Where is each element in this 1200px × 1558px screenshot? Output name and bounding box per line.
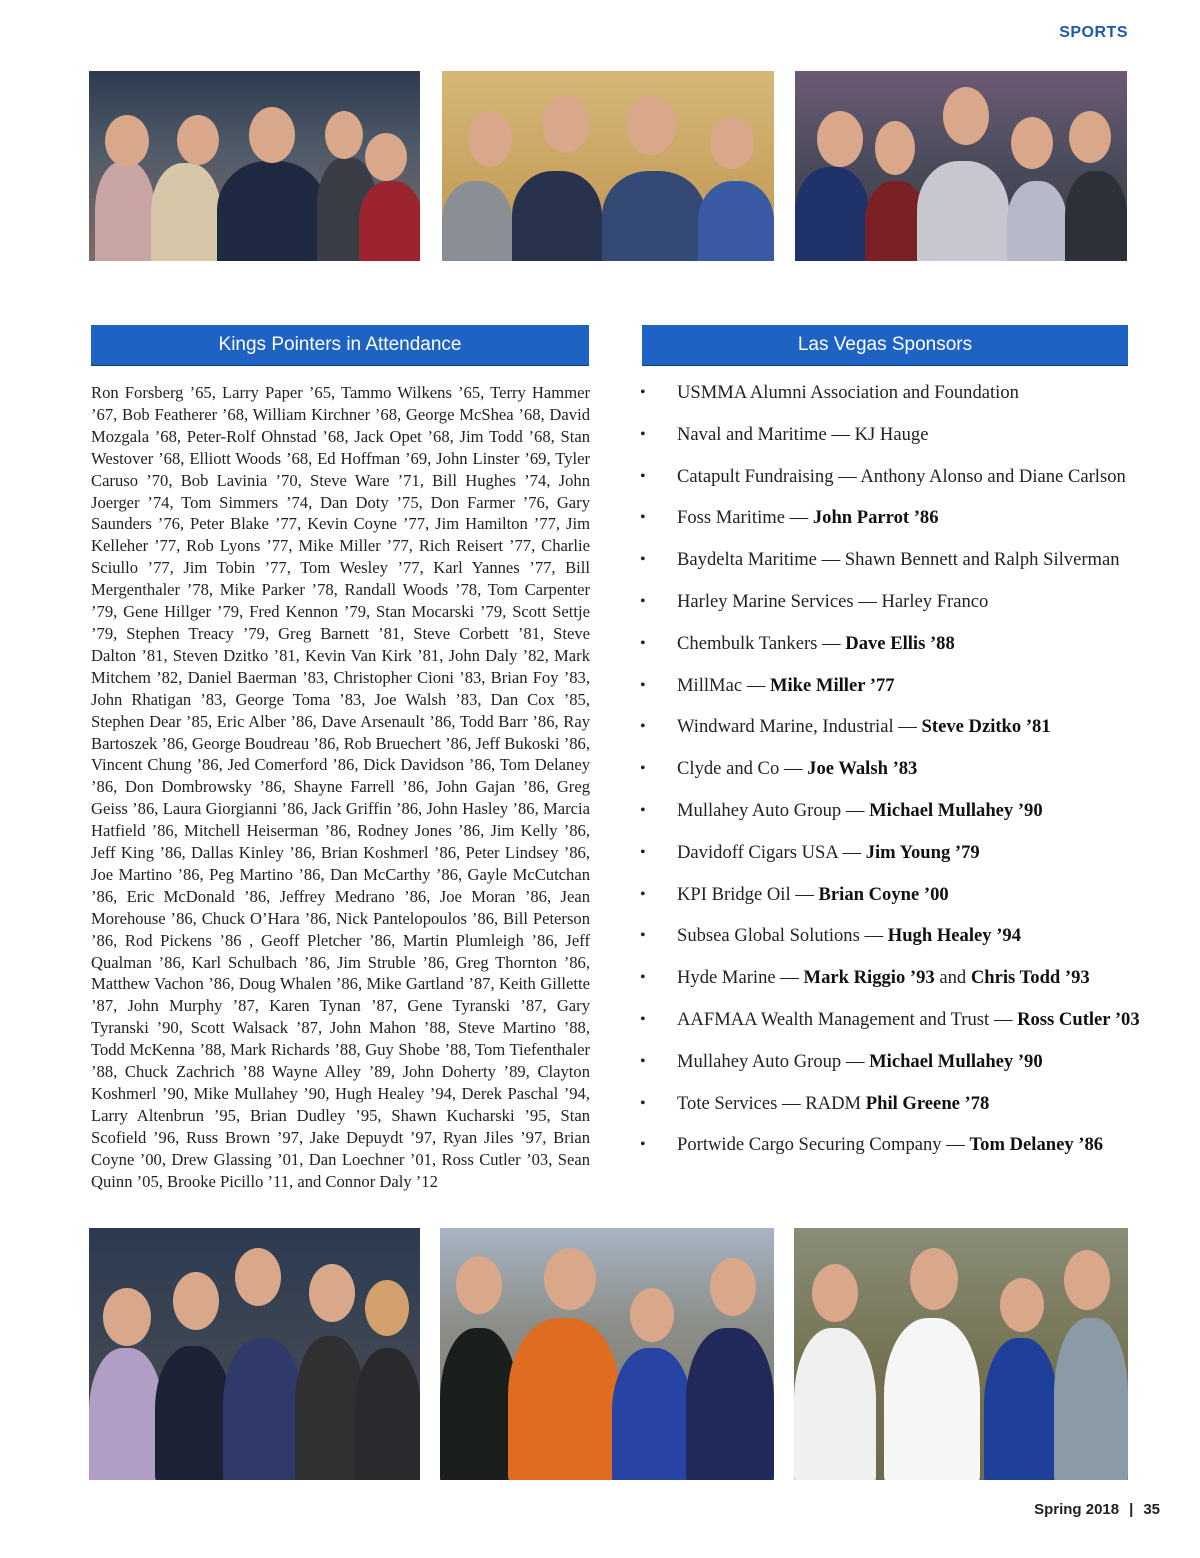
bullet-icon: • — [640, 384, 646, 401]
sponsor-item — [640, 712, 1140, 754]
sponsor-contact: Chris Todd ’93 — [970, 967, 1090, 989]
photo-event-group-2 — [795, 71, 1127, 261]
attendee-list: Ron Forsberg ’65, Larry Paper ’65, Tammo Wilkens ’65, Terry Hammer ’67, Bob Featherer ’68, William Kirchner ’68, George McShea ’68, David Mozgala ’68, Peter-Rolf Ohnstad ’68, Jack Opet ’68, Jim Todd ’68, Stan Westover ’68, Elliott Woods ’68, Ed Hoffman ’69, John Linster ’69, Tyler Caruso ’70, Bob Lavinia ’70, Steve Ware ’71, Bill Hughes ’74, John Joerger ’74, Tom Simmers ’74, Dan Doty ’75, Don Farmer ’76, Gary Saunders ’76, Peter Blake ’77, Kevin Coyne ’77, Jim Hamilton ’77, Jim Kelleher ’77, Rob Lyons ’77, Mike Miller ’77, Rich Reisert ’77, Charlie Sciullo ’77, Jim Tobin ’77, Tom Wesley ’77, Karl Yannes ’77, Bill Mergenthaler ’78, Mike Parker ’78, Randall Woods ’78, Tom Carpenter ’79, Gene Hillger ’79, Fred Kennon ’79, Stan Mocarski ’79, Scott Settje ’79, Stephen Treacy ’79, Greg Barnett ’81, Steve Corbett ’81, Steve Dalton ’81, Steven Dzitko ’81, Kevin Van Kirk ’81, John Daly ’82, Mark Mitchem ’82, Daniel Baerman ’83, Christopher Cioni ’83, Brian Foy ’83, John Rhatigan ’83, George Toma ’83, Joe Walsh ’83, Dan Cox ’85, Stephen Dear ’85, Eric Alber ’86, Dave Arsenault ’86, Todd Barr ’86, Ray Bartoszek ’86, George Boudreau ’86, Rob Bruechert ’86, Jeff Bukoski ’86, Vincent Chung ’86, Jed Comerford ’86, Dick Davidson ’86, Tom Delaney ’86, Don Dombrowsky ’86, Shayne Farrell ’86, John Gajan ’86, Greg Geiss ’86, Laura Giorgianni ’86, Jack Griffin ’86, John Hasley ’86, Marcia Hatfield ’86, Mitchell Heiserman ’86, Rodney Jones ’86, Jim Kelly ’86, Jeff King ’86, Dallas Kinley ’86, Brian Koshmerl ’86, Peter Lindsey ’86, Joe Martino ’86, Peg Martino ’86, Dan McCarthy ’86, Gayle McCutchan ’86, Eric McDonald ’86, Jeffrey Medrano ’86, Joe Moran ’86, Jean Morehouse ’86, Chuck O’Hara ’86, Nick Pantelopoulos ’86, Bill Peterson ’86, Rod Pickens ’86 , Geoff Pletcher ’86, Martin Plumleigh ’86, Jeff Qualman ’86, Karl Schulbach ’86, Jim Struble ’86, Greg Thornton ’86, Matthew Vachon ’86, Doug Whalen ’86, Mike Gartland ’87, Keith Gillette ’87, John Murphy ’87, Karen Tynan ’87, Gene Tyranski ’87, Gary Tyranski ’90, Scott Walsack ’87, John Mahon ’88, Steve Martino ’88, Todd McKenna ’88, Mark Richards ’88, Guy Shobe ’88, Tom Tiefenthaler ’88, Chuck Zachrich ’88 Wayne Alley ’89, John Doherty ’89, Clayton Koshmerl ’90, Mike Mullahey ’90, Hugh Healey ’94, Derek Paschal ’94, Larry Altenbrun ’95, Brian Dudley ’95, Shawn Kucharski ’95, Stan Scofield ’96, Russ Brown ’97, Jake Depuydt ’97, Ryan Jiles ’97, Brian Coyne ’00, Drew Glassing ’01, Dan Loechner ’01, Ross Cutler ’03, Sean Quinn ’05, Brooke Picillo ’11, and Connor Daly ’12 — [91, 383, 590, 1191]
issue-label: Spring 2018 — [1034, 1501, 1120, 1518]
footer-separator: | — [1129, 1501, 1134, 1518]
sponsor-company: Catapult Fundraising — Anthony Alonso and Diane Carlson — [677, 465, 1126, 487]
sponsor-contact: Hugh Healey ’94 — [887, 925, 1021, 947]
bullet-icon: • — [640, 760, 646, 778]
sponsor-company: Mullahey Auto Group — — [677, 1050, 870, 1072]
sponsor-item — [640, 629, 1140, 671]
sponsor-company: Harley Marine Services — Harley Franco — [677, 590, 989, 612]
bullet-icon: • — [640, 969, 646, 987]
sponsor-company: Portwide Cargo Securing Company — — [677, 1134, 970, 1156]
sponsor-contact: Jim Young ’79 — [865, 841, 980, 863]
sponsor-item — [640, 462, 1140, 504]
sponsor-item — [640, 587, 1140, 629]
section-label: SPORTS — [1059, 24, 1128, 41]
sponsor-item — [640, 378, 1140, 420]
photo-golf-group-2 — [440, 1228, 774, 1480]
sponsor-item — [640, 838, 1140, 880]
sponsor-contact: Brian Coyne ’00 — [818, 883, 949, 905]
sponsor-contact: Steve Dzitko ’81 — [921, 716, 1051, 738]
bullet-icon: • — [640, 1052, 646, 1070]
bullet-icon: • — [640, 843, 646, 861]
bullet-icon: • — [640, 801, 646, 819]
photo-event-group-3 — [89, 1228, 420, 1480]
page-number: 35 — [1143, 1501, 1160, 1518]
bullet-icon: • — [640, 551, 646, 569]
bullet-icon: • — [640, 592, 646, 610]
sponsor-company: KPI Bridge Oil — — [677, 883, 819, 905]
sponsor-contact: Michael Mullahey ’90 — [869, 1050, 1043, 1072]
sponsor-company: Hyde Marine — — [677, 967, 804, 989]
sponsor-company: USMMA Alumni Association and Foundation — [677, 382, 1019, 403]
sponsor-contact: Joe Walsh ’83 — [807, 758, 918, 780]
bullet-icon: • — [640, 1136, 646, 1154]
sponsor-item — [640, 1089, 1140, 1131]
sponsor-contact: Phil Greene ’78 — [865, 1092, 990, 1114]
sponsor-contact: John Parrot ’86 — [812, 507, 939, 529]
page-footer — [1034, 1501, 1160, 1518]
bullet-icon: • — [640, 676, 646, 694]
sponsor-item — [640, 1005, 1140, 1047]
sponsor-list — [640, 378, 1140, 1172]
bullet-icon: • — [640, 718, 646, 736]
sponsor-item — [640, 754, 1140, 796]
sponsor-company: Subsea Global Solutions — — [677, 925, 888, 947]
sponsor-company: Naval and Maritime — KJ Hauge — [677, 423, 929, 445]
sponsor-company: AAFMAA Wealth Management and Trust — — [677, 1008, 1018, 1030]
bullet-icon: • — [640, 467, 646, 485]
sponsor-item — [640, 545, 1140, 587]
sponsor-company: Clyde and Co — — [677, 758, 808, 780]
sponsor-company: Chembulk Tankers — — [677, 632, 846, 654]
sponsor-contact: Mark Riggio ’93 — [803, 967, 935, 989]
sponsor-item — [640, 921, 1140, 963]
sponsor-item — [640, 503, 1140, 545]
sponsor-company: Davidoff Cigars USA — — [677, 841, 866, 863]
bullet-icon: • — [640, 885, 646, 903]
sponsor-company: Mullahey Auto Group — — [677, 799, 870, 821]
sponsor-item — [640, 880, 1140, 922]
sponsor-company: Tote Services — RADM — [677, 1092, 866, 1114]
sponsor-contact: Michael Mullahey ’90 — [869, 799, 1043, 821]
sponsor-company: Windward Marine, Industrial — — [677, 716, 922, 738]
sponsor-item — [640, 671, 1140, 713]
sponsor-item — [640, 1047, 1140, 1089]
sponsor-contact: Ross Cutler ’03 — [1017, 1008, 1140, 1030]
sponsor-contact: Tom Delaney ’86 — [969, 1134, 1104, 1156]
photo-golf-group-3 — [794, 1228, 1128, 1480]
bullet-icon: • — [640, 1094, 646, 1112]
bullet-icon: • — [640, 509, 646, 527]
sponsor-item — [640, 963, 1140, 1005]
sponsor-joiner: and — [934, 967, 971, 989]
sponsor-company: MillMac — — [677, 674, 770, 696]
bullet-icon: • — [640, 425, 646, 443]
bullet-icon: • — [640, 1010, 646, 1028]
sponsor-company: Baydelta Maritime — Shawn Bennett and Ralph Silverman — [677, 549, 1120, 571]
sponsor-contact: Dave Ellis ’88 — [845, 632, 955, 654]
bullet-icon: • — [640, 927, 646, 945]
sponsor-contact: Mike Miller ’77 — [769, 674, 895, 696]
sponsor-item — [640, 796, 1140, 838]
photo-event-group-1 — [89, 71, 420, 261]
sponsor-item — [640, 420, 1140, 462]
bullet-icon: • — [640, 634, 646, 652]
sponsor-company: Foss Maritime — — [677, 507, 813, 529]
attendance-heading: Kings Pointers in Attendance — [91, 325, 589, 365]
sponsor-item — [640, 1130, 1140, 1172]
sponsors-heading: Las Vegas Sponsors — [642, 325, 1128, 365]
photo-golf-group-1 — [442, 71, 774, 261]
